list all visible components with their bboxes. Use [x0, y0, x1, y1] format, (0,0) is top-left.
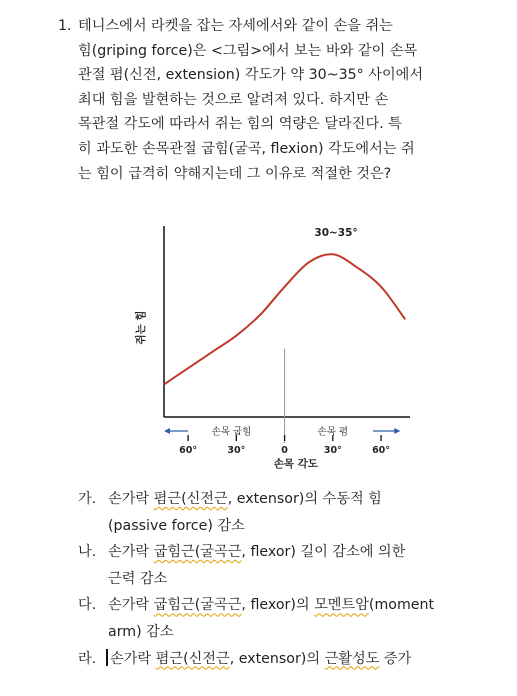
answer-option [78, 486, 508, 539]
x-tick-label: 30° [323, 445, 342, 456]
x-tick-label: 0 [281, 445, 288, 456]
question-line: 관절 폄(신전, extension) 각도가 약 30~35° 사이에서 [78, 67, 424, 84]
answer-options [78, 486, 508, 672]
question-line: 힘(griping force)은 <그림>에서 보는 바와 같이 손목 [78, 42, 418, 59]
answer-option-label: 나. [78, 544, 97, 561]
answer-option-text: 손가락 [108, 597, 154, 614]
answer-option-text: 손가락 [110, 650, 156, 667]
question [58, 14, 506, 186]
answer-option-text: (passive force) 감소 [108, 517, 245, 534]
answer-option-text: 증가 [379, 650, 412, 667]
spellcheck-flagged-text: (신전근 [181, 491, 228, 507]
peak-label: 30~35° [314, 227, 358, 239]
flexion-region-label: 손목 굽힘 [211, 426, 252, 438]
answer-option-text: , extensor)의 수동적 힘 [227, 491, 382, 507]
question-line: 히 과도한 손목관절 굽힘(굴곡, flexion) 각도에서는 쥐 [78, 140, 415, 157]
answer-option-label: 가. [78, 491, 97, 507]
answer-option-text: 손가락 [108, 491, 154, 507]
answer-option-text: , flexor) 길이 감소에 의한 [241, 544, 406, 561]
x-tick-label: 60° [372, 445, 391, 456]
spellcheck-flagged-text: 폄근 [153, 491, 182, 507]
spellcheck-flagged-text: 굽힘근 [153, 544, 195, 561]
answer-option-line [78, 513, 508, 540]
spellcheck-flagged-text: 모멘트암 [314, 597, 369, 614]
answer-option-text: (moment [368, 597, 435, 614]
flexion-arrowhead [164, 428, 170, 434]
extension-region-label: 손목 폄 [317, 426, 349, 438]
question-number: 1. [58, 18, 72, 34]
answer-option-label: 다. [78, 597, 97, 614]
question-line: 최대 힘을 발현하는 것으로 알려져 있다. 하지만 손 [78, 91, 389, 108]
x-tick-label: 60° [179, 445, 198, 456]
x-tick-label: 30° [227, 445, 246, 456]
spellcheck-flagged-text: (굴곡근 [194, 544, 242, 561]
question-text: 테니스에서 라켓을 잡는 자세에서와 같이 손을 쥐는 [78, 18, 393, 34]
figure [100, 220, 420, 490]
spellcheck-flagged-text: (굴곡근 [194, 597, 242, 614]
answer-option-line [78, 592, 508, 619]
y-axis-label: 쥐는 힘 [135, 310, 147, 345]
answer-option-text: 근력 감소 [108, 570, 168, 587]
answer-option-text: arm) 감소 [108, 623, 174, 640]
spellcheck-flagged-text: (신전근 [183, 650, 230, 667]
spellcheck-flagged-text: 폄근 [155, 650, 184, 667]
question-line: 목관절 각도에 따라서 쥐는 힘의 역량은 달라진다. 특 [78, 116, 402, 133]
answer-option [78, 539, 508, 592]
question-line [58, 14, 506, 39]
x-axis-label: 손목 각도 [273, 458, 318, 470]
answer-option-text: , extensor)의 [229, 650, 325, 667]
answer-option-line [78, 539, 508, 566]
text-cursor [106, 649, 108, 666]
extension-arrowhead [394, 428, 400, 434]
answer-option-line [78, 486, 508, 513]
answer-option [78, 646, 508, 673]
spellcheck-flagged-text: 굽힘근 [153, 597, 195, 614]
question-line: 는 힘이 급격히 약해지는데 그 이유로 적절한 것은? [78, 165, 392, 182]
answer-option-line [78, 619, 508, 646]
answer-option-line [78, 566, 508, 593]
spellcheck-flagged-text: 근활성도 [324, 650, 380, 667]
answer-option-text: 손가락 [108, 544, 154, 561]
answer-option [78, 592, 508, 645]
answer-option-text: , flexor)의 [241, 597, 315, 614]
grip-force-chart [100, 220, 420, 490]
answer-option-line [78, 646, 508, 673]
answer-option-label: 라. [78, 650, 97, 667]
